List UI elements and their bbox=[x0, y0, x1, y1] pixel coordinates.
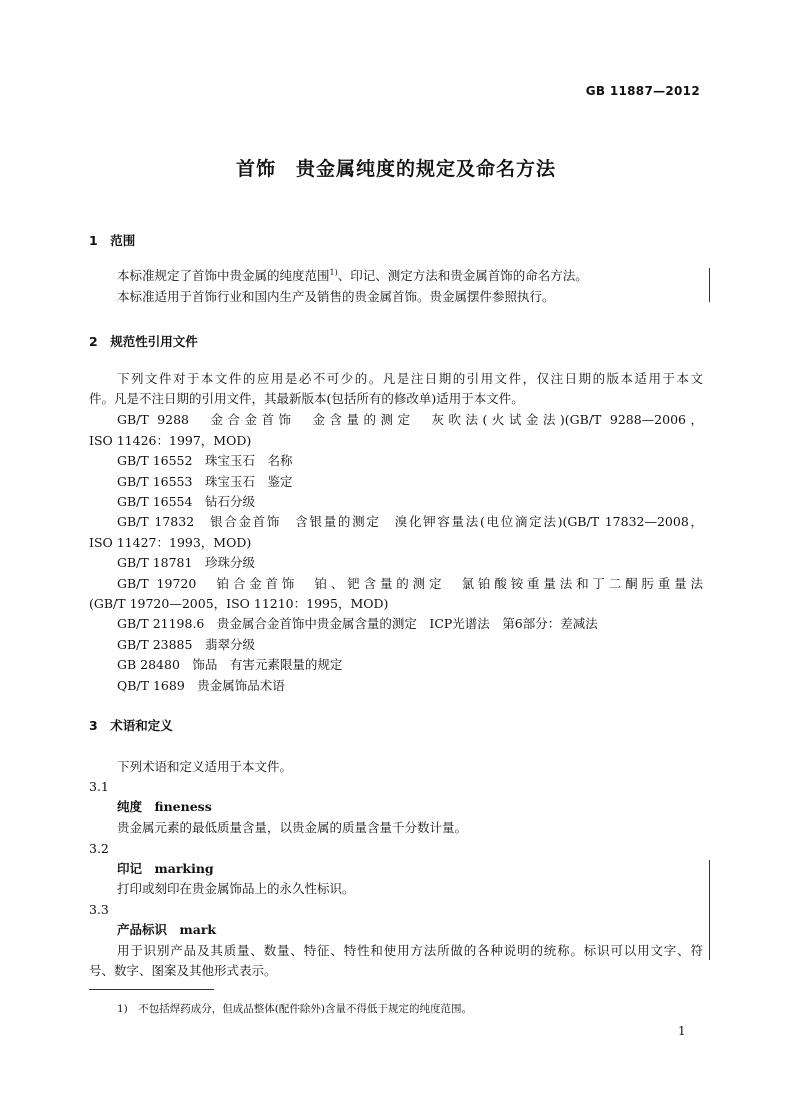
section-2-heading: 2 规范性引用文件 bbox=[89, 334, 198, 349]
section-1-heading: 1 范围 bbox=[89, 233, 136, 248]
footnote-ref[interactable]: 1) bbox=[329, 268, 338, 277]
ref-gbt23885: GB/T 23885 翡翠分级 bbox=[117, 637, 255, 652]
scope-paragraph-2: 本标准适用于首饰行业和国内生产及销售的贵金属首饰。贵金属摆件参照执行。 bbox=[117, 289, 555, 304]
term-3-1-definition: 贵金属元素的最低质量含量，以贵金属的质量含量千分数计量。 bbox=[117, 820, 468, 835]
term-3-1-number: 3.1 bbox=[89, 779, 109, 794]
ref-gbt18781: GB/T 18781 珍珠分级 bbox=[117, 555, 255, 570]
ref-gbt19720-line-1: GB/T 19720 铂合金首饰 铂、钯含量的测定 氯铂酸铵重量法和丁二酮肟重量法 bbox=[117, 576, 703, 591]
term-3-1-title: 纯度 fineness bbox=[117, 799, 212, 814]
standard-number: GB 11887—2012 bbox=[585, 84, 700, 98]
ref-gbt9288-line-2: ISO 11426：1997，MOD) bbox=[89, 433, 252, 448]
change-bar bbox=[709, 860, 710, 960]
ref-gb28480: GB 28480 饰品 有害元素限量的规定 bbox=[117, 657, 343, 672]
scope-paragraph-1 bbox=[117, 263, 588, 286]
refs-intro-line-2: 件。凡是不注日期的引用文件，其最新版本(包括所有的修改单)适用于本文件。 bbox=[89, 391, 524, 406]
footnote-text: 不包括焊药成分，但成品整体(配件除外)含量不得低于规定的纯度范围。 bbox=[138, 1003, 472, 1015]
ref-gbt16552: GB/T 16552 珠宝玉石 名称 bbox=[117, 453, 293, 468]
footnote bbox=[117, 1001, 472, 1016]
footnote-separator bbox=[89, 989, 214, 990]
page-number: 1 bbox=[678, 1024, 686, 1038]
scope-text-1-rest: 、印记、测定方法和贵金属首饰的命名方法。 bbox=[337, 268, 588, 283]
term-3-3-definition-line-1: 用于识别产品及其质量、数量、特征、特性和使用方法所做的各种说明的统称。标识可以用文字、符 bbox=[117, 943, 703, 958]
footnote-mark: 1) bbox=[117, 1003, 128, 1015]
ref-gbt9288-line-1: GB/T 9288 金合金首饰 金含量的测定 灰吹法(火试金法)(GB/T 9288—2006， bbox=[117, 412, 703, 427]
ref-gbt17832-line-1: GB/T 17832 银合金首饰 含银量的测定 溴化钾容量法(电位滴定法)(GB/T 17832—2008， bbox=[117, 514, 703, 529]
term-3-3-title: 产品标识 mark bbox=[117, 922, 217, 937]
ref-gbt17832-line-2: ISO 11427：1993，MOD) bbox=[89, 535, 252, 550]
term-3-2-title: 印记 marking bbox=[117, 861, 214, 876]
change-bar bbox=[709, 268, 710, 302]
ref-qbt1689: QB/T 1689 贵金属饰品术语 bbox=[117, 678, 285, 693]
ref-gbt21198-6: GB/T 21198.6 贵金属合金首饰中贵金属含量的测定 ICP光谱法 第6部分：差减法 bbox=[117, 616, 598, 631]
term-3-2-number: 3.2 bbox=[89, 841, 109, 856]
term-3-2-definition: 打印或刻印在贵金属饰品上的永久性标识。 bbox=[117, 881, 355, 896]
term-3-3-definition-line-2: 号、数字、图案及其他形式表示。 bbox=[89, 963, 277, 978]
scope-text-1: 本标准规定了首饰中贵金属的纯度范围 bbox=[117, 268, 330, 283]
document-title: 首饰 贵金属纯度的规定及命名方法 bbox=[235, 158, 556, 180]
ref-gbt16553: GB/T 16553 珠宝玉石 鉴定 bbox=[117, 474, 293, 489]
terms-intro: 下列术语和定义适用于本文件。 bbox=[117, 759, 293, 774]
section-3-heading: 3 术语和定义 bbox=[89, 718, 173, 733]
ref-gbt19720-line-2: (GB/T 19720—2005，ISO 11210：1995，MOD) bbox=[89, 596, 389, 611]
ref-gbt16554: GB/T 16554 钻石分级 bbox=[117, 494, 255, 509]
refs-intro-line-1: 下列文件对于本文件的应用是必不可少的。凡是注日期的引用文件，仅注日期的版本适用于本文 bbox=[117, 371, 703, 386]
term-3-3-number: 3.3 bbox=[89, 902, 109, 917]
